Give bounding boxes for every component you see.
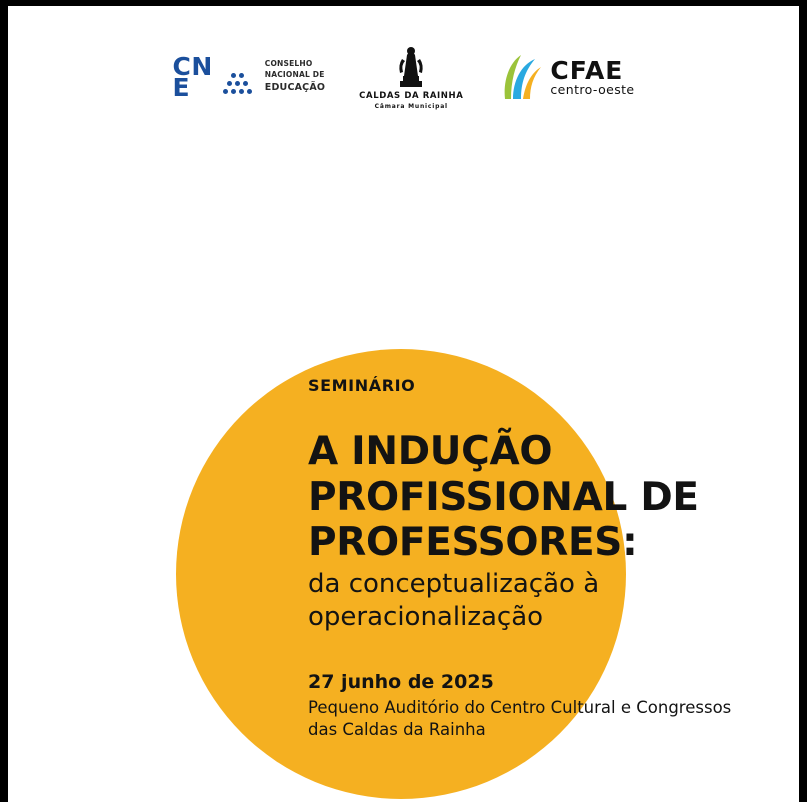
poster-subtitle-line-1: da conceptualização à (308, 568, 600, 599)
cne-logo (172, 51, 326, 102)
cfae-wordmark (550, 55, 635, 97)
poster-title-line-1: A INDUÇÃO (308, 429, 553, 474)
caldas-da-rainha-logo (359, 45, 463, 110)
event-venue-line-2: das Caldas da Rainha (308, 720, 486, 740)
poster-title-line-2: PROFISSIONAL DE (308, 474, 699, 520)
cne-wordmark (265, 59, 325, 95)
poster-title (308, 429, 778, 566)
cne-wordmark-line-2: NACIONAL DE (264, 70, 325, 80)
poster-title-line-3: PROFESSORES: (308, 520, 638, 566)
cne-monogram-line-2: E (172, 73, 191, 102)
caldas-figure-icon (388, 45, 434, 89)
event-venue-line-1: Pequeno Auditório do Centro Cultural e Congressos (308, 698, 732, 718)
cne-dots-icon (223, 77, 257, 99)
event-venue (308, 697, 778, 741)
cne-wordmark-line-1: CONSELHO (264, 59, 313, 69)
cfae-swirl-icon (497, 53, 543, 101)
event-kicker: SEMINÁRIO (308, 376, 416, 395)
caldas-title: CALDAS DA RAINHA (359, 90, 464, 101)
poster-subtitle-line-2: operacionalização (308, 601, 544, 632)
cne-monogram (172, 51, 213, 102)
poster-content (308, 376, 778, 741)
cfae-subtitle: centro-oeste (550, 81, 635, 97)
event-date: 27 junho de 2025 (308, 671, 494, 694)
cne-monogram-line-1: CN (172, 51, 213, 81)
logo-strip (8, 46, 799, 108)
caldas-subtitle: Câmara Municipal (374, 102, 448, 110)
cfae-centro-oeste-logo (497, 53, 634, 101)
poster-subtitle (308, 568, 778, 634)
cfae-title: CFAE (550, 55, 624, 85)
cne-wordmark-line-3: EDUCAÇÃO (264, 81, 326, 93)
poster-page (8, 6, 799, 802)
